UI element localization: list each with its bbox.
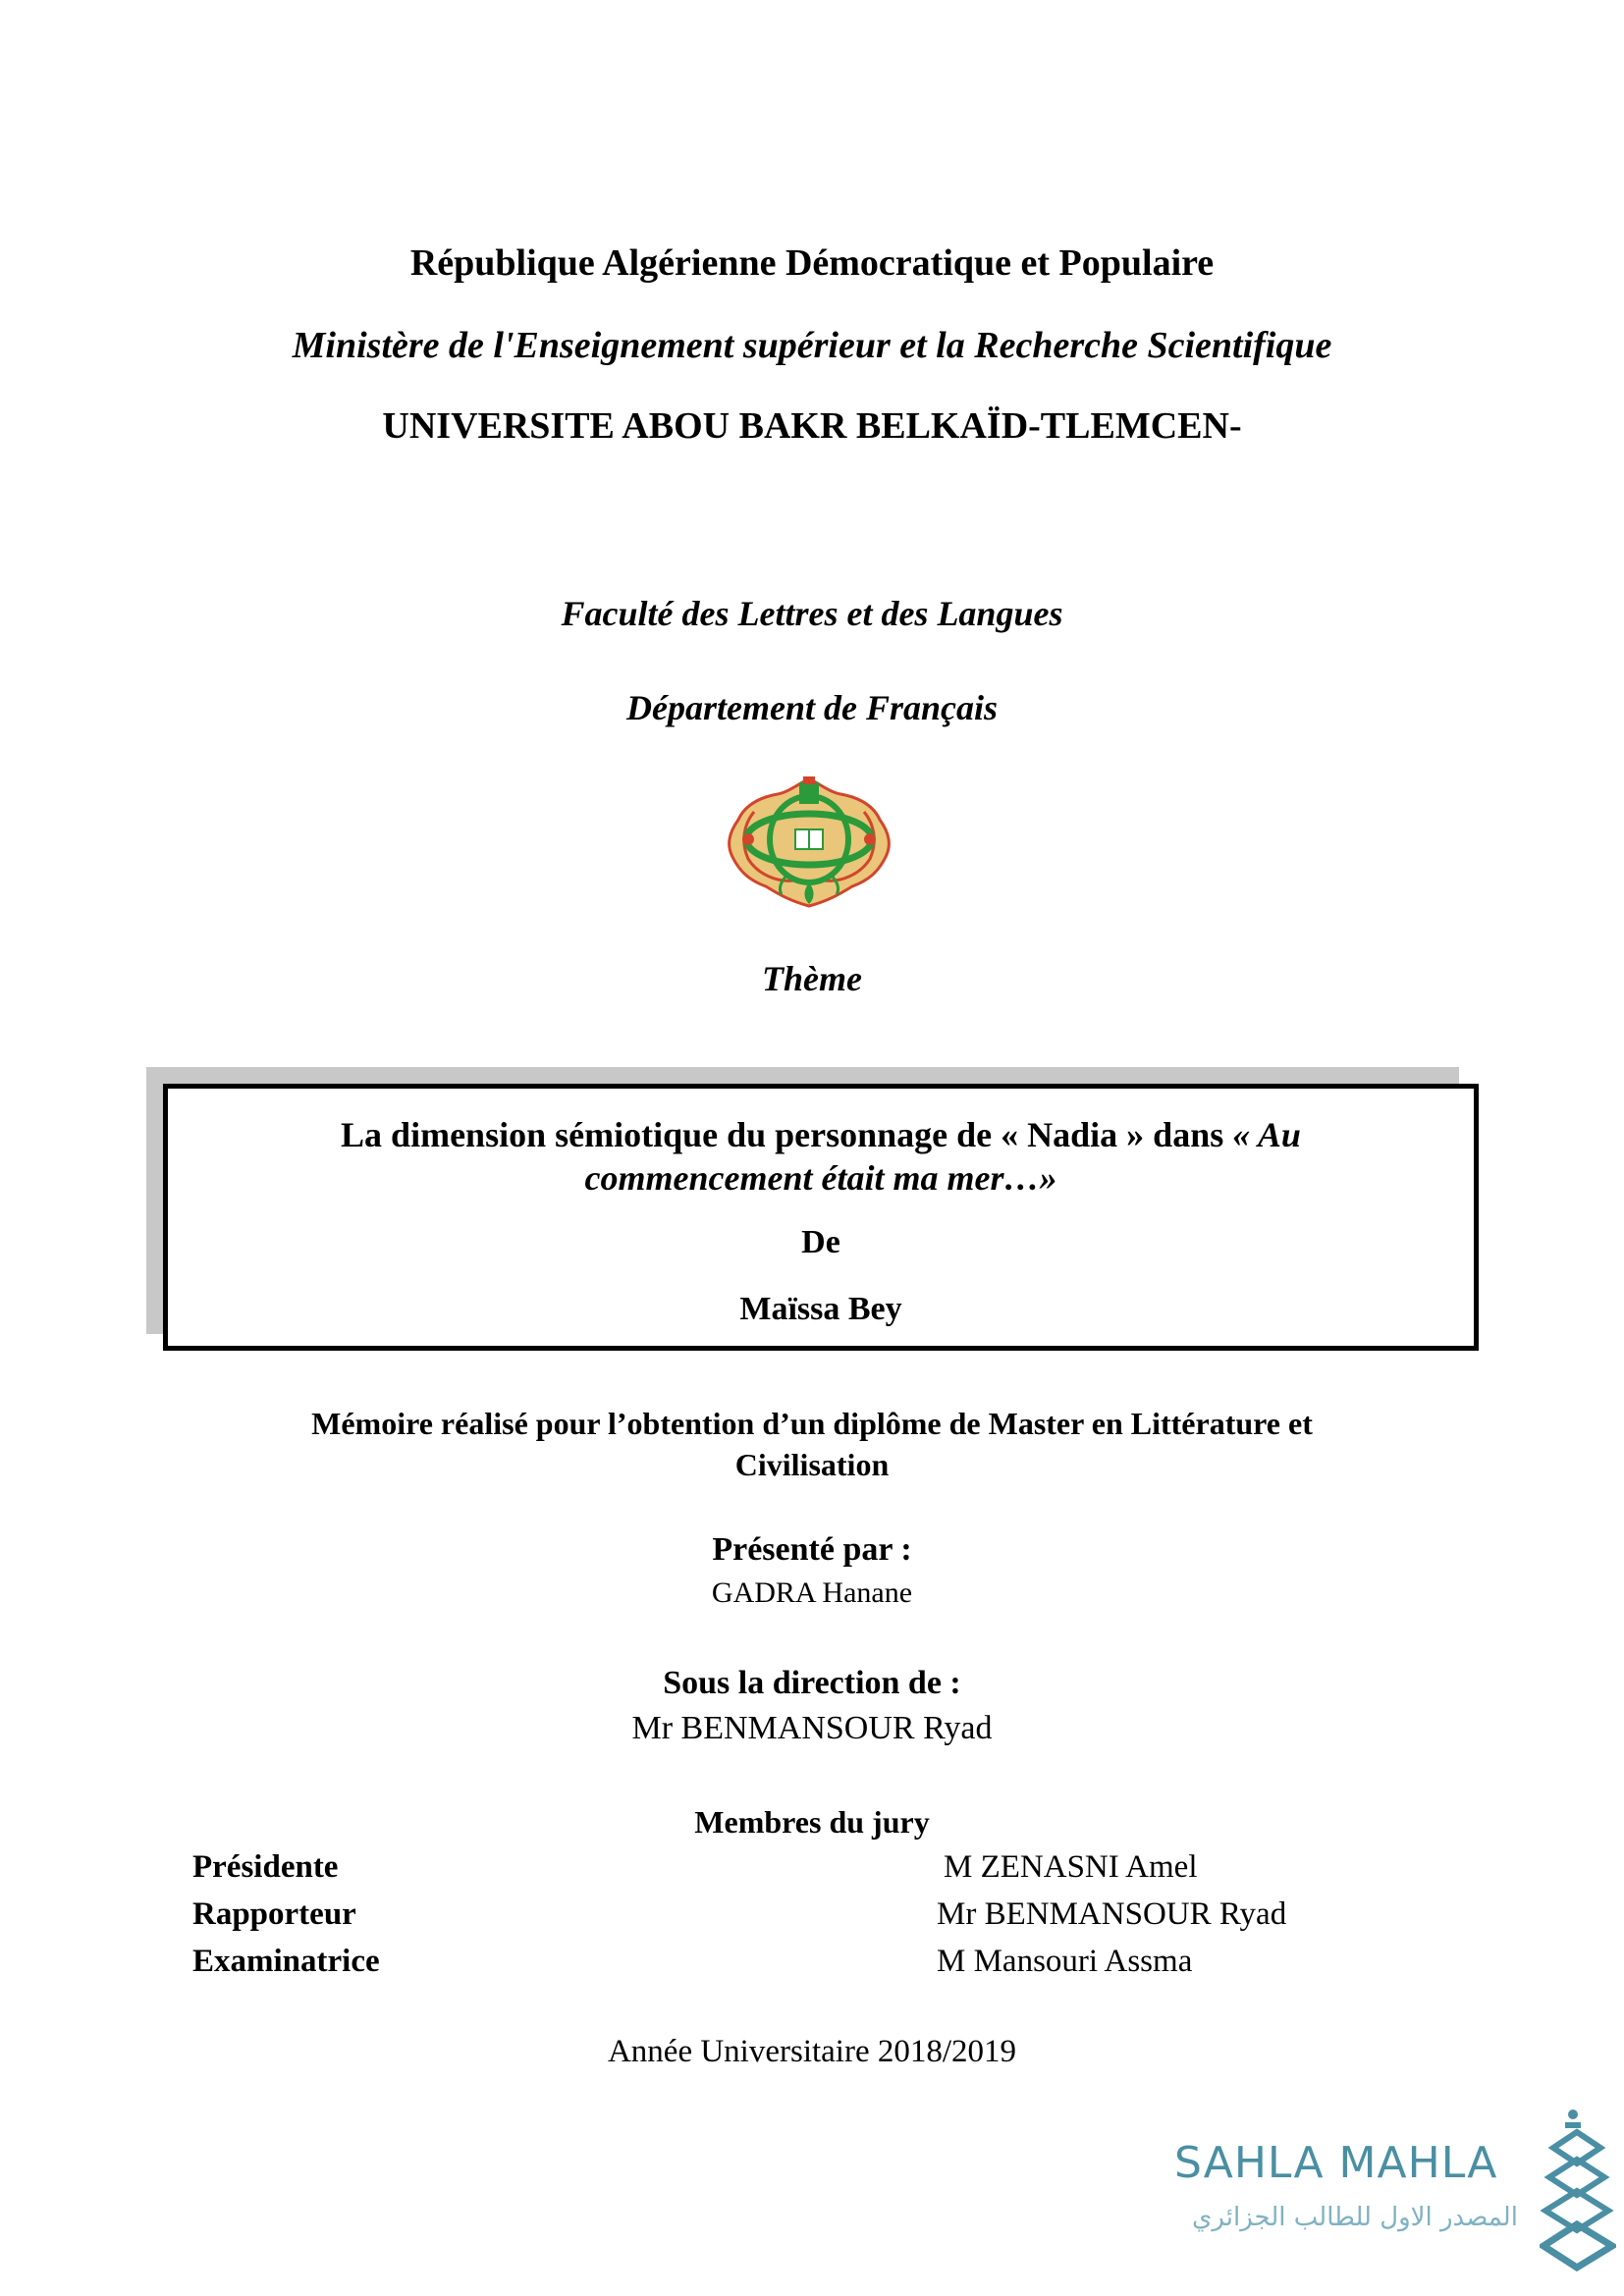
direction-name: Mr BENMANSOUR Ryad (631, 1710, 993, 1746)
watermark-logo-icon (1540, 2109, 1616, 2285)
presented-label: Présenté par : (712, 1531, 912, 1568)
university-emblem-icon (725, 773, 893, 910)
jury-title: Membres du jury (694, 1804, 930, 1840)
title-author: Maïssa Bey (739, 1291, 902, 1327)
department-heading: Département de Français (626, 688, 998, 727)
jury-name-presidente: M ZENASNI Amel (944, 1849, 1198, 1885)
presented-name: GADRA Hanane (711, 1576, 913, 1609)
university-heading: UNIVERSITE ABOU BAKR BELKAÏD-TLEMCEN- (382, 405, 1242, 447)
title-part-1-italic: « Au (1232, 1115, 1301, 1154)
jury-role-examinatrice: Examinatrice (192, 1944, 380, 1979)
title-line-1 (168, 1114, 1474, 1155)
watermark-subtitle: المصدر الاول للطالب الجزائري (1192, 2203, 1518, 2232)
jury-role-rapporteur: Rapporteur (192, 1896, 356, 1932)
memoir-line-2: Civilisation (734, 1447, 890, 1482)
title-part-1: La dimension sémiotique du personnage de « Nadia » dans (341, 1115, 1233, 1154)
jury-role-presidente: Présidente (192, 1849, 339, 1885)
title-line-2: commencement était ma mer…» (584, 1158, 1057, 1198)
watermark-title: SAHLA MAHLA (1174, 2138, 1498, 2188)
jury-name-examinatrice: M Mansouri Assma (937, 1944, 1193, 1979)
republic-heading: République Algérienne Démocratique et Populaire (409, 242, 1215, 284)
faculty-heading: Faculté des Lettres et des Langues (561, 594, 1063, 633)
sahla-mahla-watermark (1174, 2109, 1616, 2285)
title-de: De (801, 1224, 840, 1260)
memoir-line-1: Mémoire réalisé pour l’obtention d’un diplôme de Master en Littérature et (311, 1406, 1313, 1441)
direction-label: Sous la direction de : (663, 1665, 961, 1701)
academic-year: Année Universitaire 2018/2019 (607, 2034, 1017, 2069)
theme-label: Thème (762, 959, 862, 998)
jury-name-rapporteur: Mr BENMANSOUR Ryad (937, 1896, 1287, 1932)
ministry-heading: Ministère de l'Enseignement supérieur et la Recherche Scientifique (292, 325, 1332, 366)
title-box (163, 1084, 1479, 1351)
